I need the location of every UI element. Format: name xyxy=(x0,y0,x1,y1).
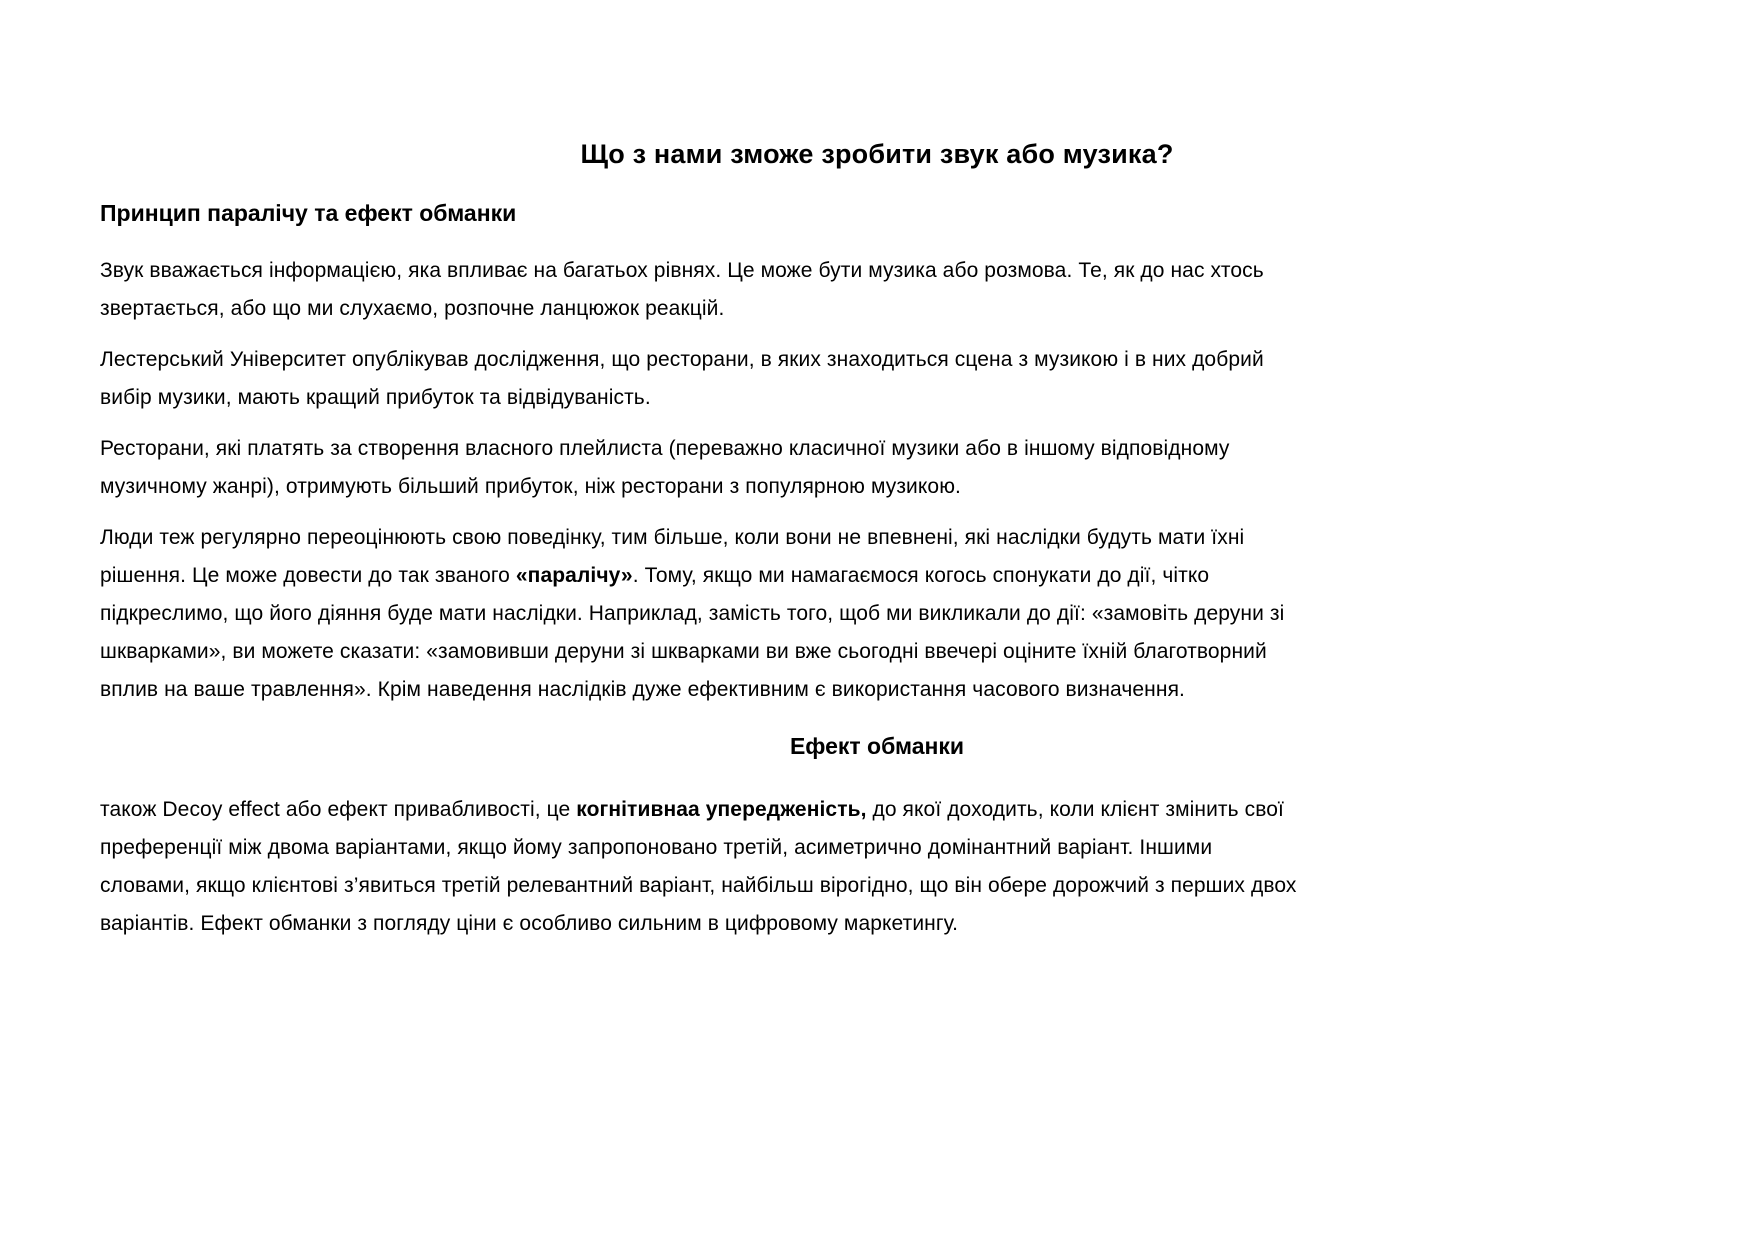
text-segment: до якої доходить, коли клієнт змінить свої xyxy=(866,798,1284,821)
text-line xyxy=(100,671,1654,709)
text-segment: звертається, або що ми слухаємо, розпочне ланцюжок реакцій. xyxy=(100,297,725,320)
text-line xyxy=(100,290,1654,328)
paragraph xyxy=(100,519,1654,709)
text-segment: музичному жанрі), отримують більший прибуток, ніж ресторани з популярною музикою. xyxy=(100,475,961,498)
text-line xyxy=(100,829,1654,867)
text-segment: словами, якщо клієнтові з’явиться третій релевантний варіант, найбільш вірогідно, що він обере дорожчий з перших двох xyxy=(100,874,1297,897)
paragraph xyxy=(100,252,1654,328)
text-segment: Лестерський Університет опублікував дослідження, що ресторани, в яких знаходиться сцена з музикою і в них добрий xyxy=(100,348,1264,371)
text-line xyxy=(100,430,1654,468)
document-title: Що з нами зможе зробити звук або музика? xyxy=(580,139,1174,169)
text-line xyxy=(100,595,1654,633)
paragraph xyxy=(100,341,1654,417)
text-line xyxy=(100,468,1654,506)
section-heading: Принцип паралічу та ефект обманки xyxy=(100,200,517,226)
text-line xyxy=(100,867,1654,905)
text-segment: рішення. Це може довести до так званого xyxy=(100,564,516,587)
text-segment: . Тому, якщо ми намагаємося когось спонукати до дії, чітко xyxy=(632,564,1210,587)
text-segment: підкреслимо, що його діяння буде мати наслідки. Наприклад, замість того, щоб ми викликали до дії: «замовіть деруни зі xyxy=(100,602,1285,625)
text-line xyxy=(100,379,1654,417)
text-line xyxy=(100,252,1654,290)
text-segment: вибір музики, мають кращий прибуток та відвідуваність. xyxy=(100,386,651,409)
text-segment: варіантів. Ефект обманки з погляду ціни є особливо сильним в цифровому маркетингу. xyxy=(100,912,959,935)
document-blocks xyxy=(100,194,1654,943)
text-segment: преференції між двома варіантами, якщо йому запропоновано третій, асиметрично домінантний варіант. Іншими xyxy=(100,836,1213,859)
paragraph xyxy=(100,791,1654,943)
text-line xyxy=(100,557,1654,595)
text-segment: Люди теж регулярно переоцінюють свою поведінку, тим більше, коли вони не впевнені, які наслідки будуть мати їхні xyxy=(100,526,1245,549)
text-segment: також Decoy effect або ефект привабливості, це xyxy=(100,798,577,821)
text-line xyxy=(100,905,1654,943)
text-segment: Ресторани, які платять за створення власного плейлиста (переважно класичної музики або в іншому відповідному xyxy=(100,437,1230,460)
section-heading: Ефект обманки xyxy=(789,733,965,759)
paragraph xyxy=(100,430,1654,506)
text-segment: вплив на ваше травлення». Крім наведення наслідків дуже ефективним є використання часового визначення. xyxy=(100,678,1185,701)
text-line xyxy=(100,791,1654,829)
text-segment: Звук вважається інформацією, яка впливає на багатьох рівнях. Це може бути музика або розмова. Те, як до нас хтось xyxy=(100,259,1264,282)
text-line xyxy=(100,341,1654,379)
bold-text: «паралічу» xyxy=(515,564,633,587)
bold-text: когнітивнаа упередженість, xyxy=(576,798,867,821)
text-segment: шкварками», ви можете сказати: «замовивши деруни зі шкварками ви вже сьогодні ввечері оціните їхній благотворний xyxy=(100,640,1267,663)
text-line xyxy=(100,519,1654,557)
text-line xyxy=(100,633,1654,671)
